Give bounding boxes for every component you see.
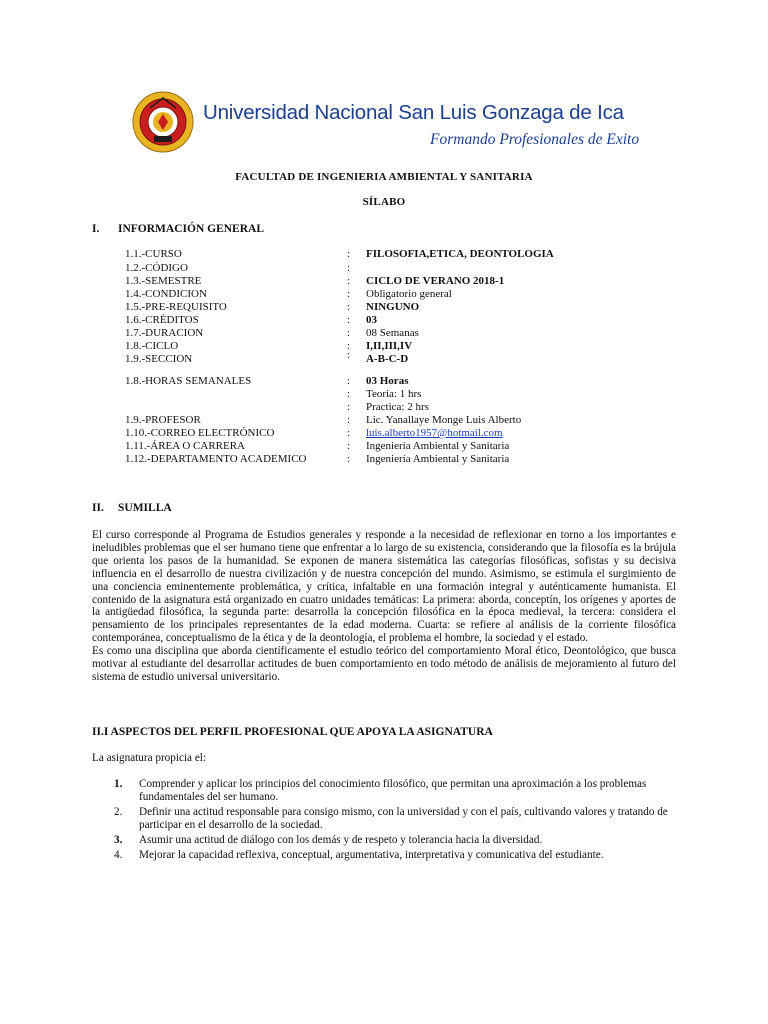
list-item-text: Definir una actitud responsable para consigo mismo, con la universidad y con el país, cultivando valores y tratando de participar en el desarrollo de la sociedad. [139, 805, 668, 831]
info-value: Teoria: 1 hrs [366, 388, 422, 400]
info-label: 1.12.-DEPARTAMENTO ACADEMICO [125, 453, 307, 465]
section-title: SUMILLA [118, 502, 172, 514]
university-tagline: Formando Profesionales de Exito [430, 131, 640, 148]
list-item-number: 2. [114, 805, 123, 818]
info-label: 1.8.-CICLO [125, 340, 179, 352]
info-value: Lic. Yanallaye Monge Luis Alberto [366, 414, 522, 426]
info-value: Ingeniería Ambiental y Sanitaria [366, 453, 510, 465]
info-label: 1.2.-CÓDIGO [125, 262, 188, 274]
info-label: 1.1.-CURSO [125, 248, 182, 260]
university-name: Universidad Nacional San Luis Gonzaga de Ica [203, 101, 624, 124]
section-heading-sumilla [92, 502, 172, 514]
section-number: I. [92, 223, 100, 235]
list-item-text: Mejorar la capacidad reflexiva, conceptual, argumentativa, interpretativa y comunicativa del estudiante. [139, 848, 604, 861]
aspects-intro: La asignatura propicia el: [92, 752, 206, 764]
list-item-number: 3. [114, 833, 123, 846]
document-title: SÍLABO [362, 196, 406, 208]
info-value: 03 [366, 314, 377, 326]
list-item [92, 849, 676, 862]
section-title: INFORMACIÓN GENERAL [118, 223, 264, 235]
sumilla-paragraph-2: Es como una disciplina que aborda científicamente el estudio teórico del comportamiento Moral ético, Deontológico, que busca motivar al estudiante del desarrollar actitudes de buen comportamiento en todo método de análisis de mejoramiento al futuro del sistema de estudio universal universitario. [92, 645, 676, 683]
list-item [92, 834, 676, 847]
info-value: FILOSOFIA,ETICA, DEONTOLOGIA [366, 248, 554, 260]
info-label: 1.6.-CRÉDITOS [125, 314, 199, 326]
info-label: 1.5.-PRE-REQUISITO [125, 301, 227, 313]
info-value: Practica: 2 hrs [366, 401, 429, 413]
info-value: CICLO DE VERANO 2018-1 [366, 275, 505, 287]
info-value: I,II,III,IV [366, 340, 413, 352]
info-value: Ingeniería Ambiental y Sanitaria [366, 440, 510, 452]
info-label: 1.10.-CORREO ELECTRÓNICO [125, 427, 275, 439]
info-value: 08 Semanas [366, 327, 419, 339]
info-value: A-B-C-D [366, 353, 409, 365]
list-item-text: Asumir una actitud de diálogo con los demás y de respeto y tolerancia hacia la diversidad. [139, 833, 543, 846]
info-label: 1.7.-DURACION [125, 327, 204, 339]
info-label: 1.3.-SEMESTRE [125, 275, 202, 287]
info-label: 1.4.-CONDICION [125, 288, 207, 300]
list-item [92, 778, 676, 804]
university-seal-logo [132, 88, 194, 156]
info-label: 1.11.-ÁREA O CARRERA [125, 440, 245, 452]
list-item-number: 4. [114, 848, 123, 861]
aspects-list [92, 778, 676, 863]
section-heading-general-info [92, 223, 264, 235]
info-value: 03 Horas [366, 375, 409, 387]
list-item [92, 806, 676, 832]
faculty-title: FACULTAD DE INGENIERIA AMBIENTAL Y SANITARIA [235, 171, 533, 183]
sumilla-text [92, 529, 676, 684]
info-value: NINGUNO [366, 301, 420, 313]
email-link[interactable]: luis.alberto1957@hotmail.com [366, 427, 503, 439]
list-item-text: Comprender y aplicar los principios del conocimiento filosófico, que permitan una aproximación a los problemas fundamentales del ser humano. [139, 778, 647, 803]
section-number: II. [92, 502, 104, 514]
info-label: 1.9.-SECCION [125, 353, 193, 365]
section-heading-aspects: II.I ASPECTOS DEL PERFIL PROFESIONAL QUE APOYA LA ASIGNATURA [92, 726, 493, 738]
syllabus-page: Universidad Nacional San Luis Gonzaga de Ica Formando Profesionales de Exito FACULTAD DE INGENIERIA AMBIENTAL Y SANITARIA SÍLABO I. INFORMACIÓN GENERAL 1.1.-CURSO : FILOSOFIA,ETICA, DEONTOLOGIA 1.2.-CÓDIGO : 1.3.-SEMESTRE : CICLO DE VERANO 2018-1 1.4.-CONDICION : Obligatorio general 1.5.-PRE-REQUISITO : NINGUNO 1.6.-CRÉDITOS : 03 1.7.-DURACION : 08 Semanas 1.8.-CICLO : I,II,III,IV 1.9.-SECCION : A-B-C-D 1.8.-HORAS SEMANALES : 03 Horas : Teoria: 1 hrs : Practica: 2 hrs 1.9.-PROFESOR : Lic. Yanallaye Monge Luis Alberto 1.10.-CORREO ELECTRÓNICO : luis.alberto1957@hotmail.com 1.11.-ÁREA O CARRERA : Ingeniería Ambiental y Sanitaria 1.12.-DEPARTAMENTO ACADEMICO : Ingeniería Ambiental y Sanitaria II. SUMILLA El curso corresponde al Programa de Estudios generales y responde a la necesidad de reflexionar en torno a los importantes e ineludibles problemas que el ser humano tiene que enfrentar a lo largo de su existencia, considerando que la filosofía es la brújula que orienta los pasos de la humanidad. Se exponen de manera sistemática las categorías filosóficas, sofistas y su decisiva influencia en el desarrollo de nuestra civilización y de nuestra concepción del mundo. Asimismo, se estimula el surgimiento de una conciencia eminentemente problemática, y crítica, infaltable en una formación integral y auténticamente humanista. El contenido de la asignatura está organizado en cuatro unidades temáticas: La primera: aborda, conceptín, los orígenes y aportes de la antigüedad filosófica, la segunda parte: desarrolla la concepción filosófica en la época medieval, la tercera: considera el pensamiento de los principales representantes de la edad moderna. Cuarta: se refiere al análisis de la corriente filosófica contemporánea, conceptualismo de la ética y de la deontología, el problema el hombre, la sociedad y el estado. Es como una disciplina que aborda científicamente el estudio teórico del comportamiento Moral ético, Deontológico, que busca motivar al estudiante del desarrollar actitudes de buen comportamiento en todo método de análisis de mejoramiento al futuro del sistema de estudio universal universitario. II.I ASPECTOS DEL PERFIL PROFESIONAL QUE APOYA LA ASIGNATURA La asignatura propicia el: 1. Comprender y aplicar los principios del conocimiento filosófico, que permitan una aproximación a los problemas fundamentales del ser humano. 2. Definir una actitud responsable para consigo mismo, con la universidad y con el país, cultivando valores y tratando de participar en el desarrollo de la sociedad. 3. Asumir una actitud de diálogo con los demás y de respeto y tolerancia hacia la diversidad. 4. Mejorar la capacidad reflexiva, conceptual, argumentativa, interpretativa y comunicativa del estudiante. [0, 0, 768, 1024]
sumilla-paragraph-1: El curso corresponde al Programa de Estudios generales y responde a la necesidad de reflexionar en torno a los importantes e ineludibles problemas que el ser humano tiene que enfrentar a lo largo de su existencia, considerando que la filosofía es la brújula que orienta los pasos de la humanidad. Se exponen de manera sistemática las categorías filosóficas, sofistas y su decisiva influencia en el desarrollo de nuestra civilización y de nuestra concepción del mundo. Asimismo, se estimula el surgimiento de una conciencia eminentemente problemática, y crítica, infaltable en una formación integral y auténticamente humanista. El contenido de la asignatura está organizado en cuatro unidades temáticas: La primera: aborda, conceptín, los orígenes y aportes de la antigüedad filosófica, la segunda parte: desarrolla la concepción filosófica en la época medieval, la tercera: considera el pensamiento de los principales representantes de la edad moderna. Cuarta: se refiere al análisis de la corriente filosófica contemporánea, conceptualismo de la ética y de la deontología, el problema el hombre, la sociedad y el estado. [92, 529, 676, 645]
info-value: Obligatorio general [366, 288, 452, 300]
list-item-number: 1. [114, 778, 123, 790]
info-label: 1.8.-HORAS SEMANALES [125, 375, 252, 387]
info-label: 1.9.-PROFESOR [125, 414, 201, 426]
